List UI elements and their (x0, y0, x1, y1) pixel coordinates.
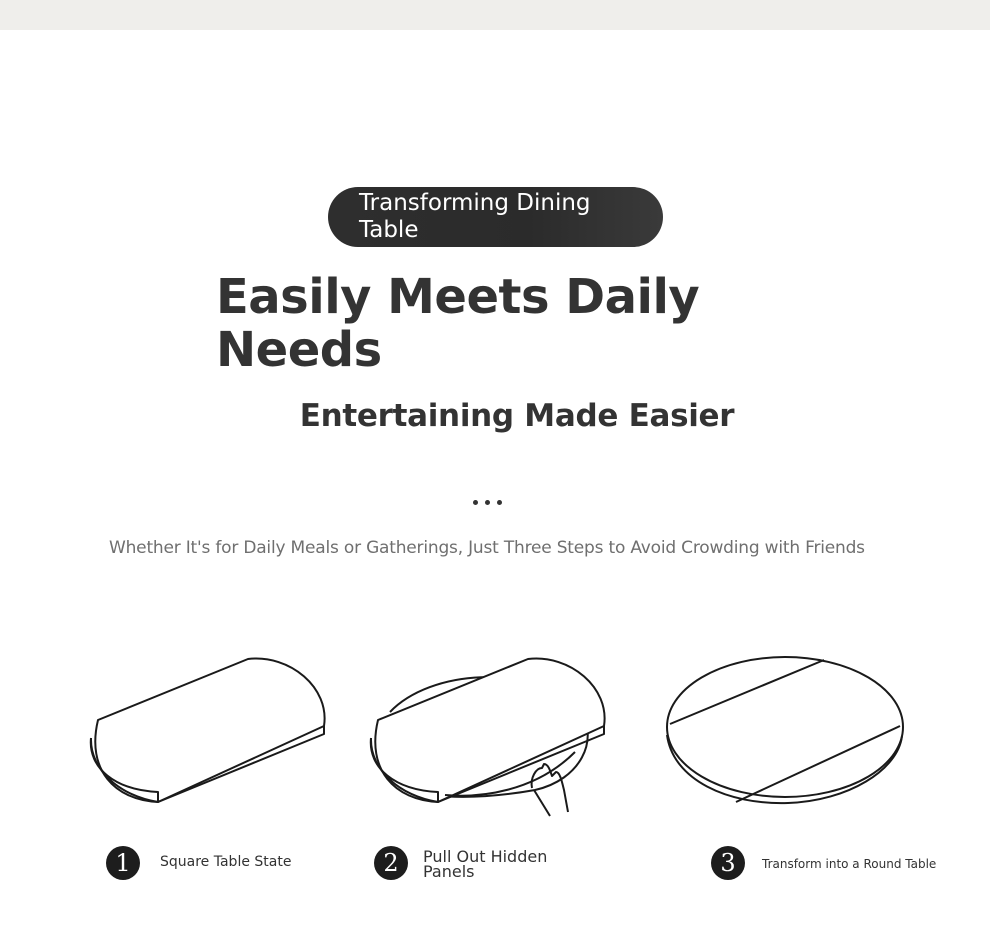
step-3-number: 3 (711, 846, 745, 880)
category-badge-label: Transforming Dining Table (359, 190, 591, 243)
tagline: Whether It's for Daily Meals or Gatherings, Just Three Steps to Avoid Crowding with Friends (109, 538, 865, 558)
headline: Easily Meets Daily Needs (216, 269, 700, 378)
step-1-number: 1 (106, 846, 140, 880)
pull-panels-drawing (360, 640, 620, 830)
round-table-drawing (658, 640, 918, 830)
top-bar (0, 0, 990, 30)
pull-panels-illustration (360, 640, 620, 830)
round-table-illustration (658, 640, 918, 830)
step-3-label: Transform into a Round Table (762, 857, 937, 871)
dots-divider (470, 500, 506, 508)
step-2-label: Pull Out Hidden Panels (423, 847, 548, 881)
category-badge (328, 187, 663, 247)
step-1-label: Square Table State (160, 854, 292, 870)
square-table-drawing (80, 640, 340, 830)
subheadline: Entertaining Made Easier (299, 398, 735, 434)
square-table-illustration (80, 640, 340, 830)
step-2-number: 2 (374, 846, 408, 880)
